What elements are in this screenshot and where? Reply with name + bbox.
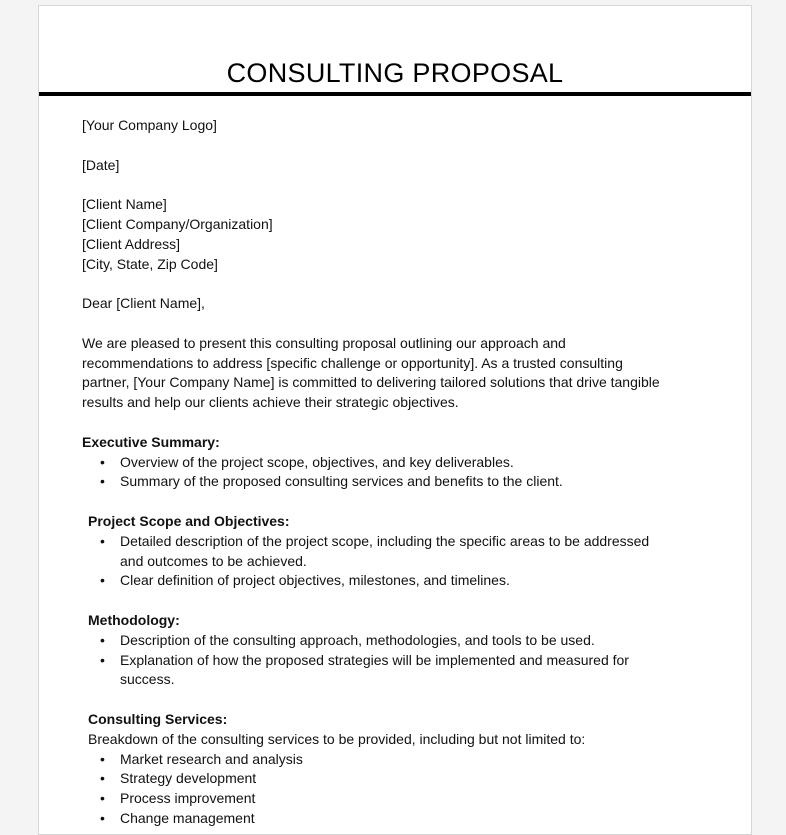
list-item: • Detailed description of the project scope, including the specific areas to be addressed — [82, 532, 742, 552]
intro-line: recommendations to address [specific challenge or opportunity]. As a trusted consulting — [82, 354, 623, 371]
date-placeholder: [Date] — [82, 156, 120, 173]
intro-line: results and help our clients achieve their strategic objectives. — [82, 394, 459, 411]
section-heading-project-scope: Project Scope and Objectives: — [88, 512, 290, 529]
list-item-continuation: success. — [120, 671, 175, 688]
section-heading-consulting-services: Consulting Services: — [88, 710, 228, 727]
section-heading-executive-summary: Executive Summary: — [82, 433, 220, 450]
services-intro: Breakdown of the consulting services to be provided, including but not limited to: — [88, 730, 586, 747]
salutation: Dear [Client Name], — [82, 295, 205, 312]
list-item: • Description of the consulting approach, methodologies, and tools to be used. — [82, 631, 742, 651]
bullet-icon: • — [100, 651, 105, 668]
client-company: [Client Company/Organization] — [82, 215, 273, 232]
list-item: • Summary of the proposed consulting services and benefits to the client. — [82, 472, 742, 492]
bullet-icon: • — [100, 770, 105, 787]
section-heading-methodology: Methodology: — [88, 611, 180, 628]
client-address: [Client Address] — [82, 235, 181, 252]
bullet-icon: • — [100, 453, 105, 470]
document-title: CONSULTING PROPOSAL — [226, 58, 564, 88]
bullet-icon: • — [100, 473, 105, 490]
document-body — [82, 116, 742, 829]
list-item: • Strategy development — [82, 769, 742, 789]
title-divider — [39, 92, 751, 96]
client-city: [City, State, Zip Code] — [82, 255, 218, 272]
document-page — [38, 5, 752, 835]
bullet-icon: • — [100, 572, 105, 589]
bullet-icon: • — [100, 809, 105, 826]
list-item: • Overview of the project scope, objectives, and key deliverables. — [82, 453, 742, 473]
intro-line: partner, [Your Company Name] is committed to delivering tailored solutions that drive tangible — [82, 374, 660, 391]
list-item-continuation: and outcomes to be achieved. — [120, 552, 307, 569]
bullet-icon: • — [100, 532, 105, 549]
list-item: • Explanation of how the proposed strategies will be implemented and measured for — [82, 651, 742, 671]
bullet-icon: • — [100, 790, 105, 807]
list-item: • Clear definition of project objectives, milestones, and timelines. — [82, 571, 742, 591]
list-item: • Change management — [82, 809, 742, 829]
company-logo-placeholder: [Your Company Logo] — [82, 117, 217, 133]
client-name: [Client Name] — [82, 196, 167, 213]
list-item: • Process improvement — [82, 789, 742, 809]
bullet-icon: • — [100, 631, 105, 648]
intro-line: We are pleased to present this consulting proposal outlining our approach and — [82, 334, 566, 351]
list-item: • Market research and analysis — [82, 750, 742, 770]
bullet-icon: • — [100, 750, 105, 767]
